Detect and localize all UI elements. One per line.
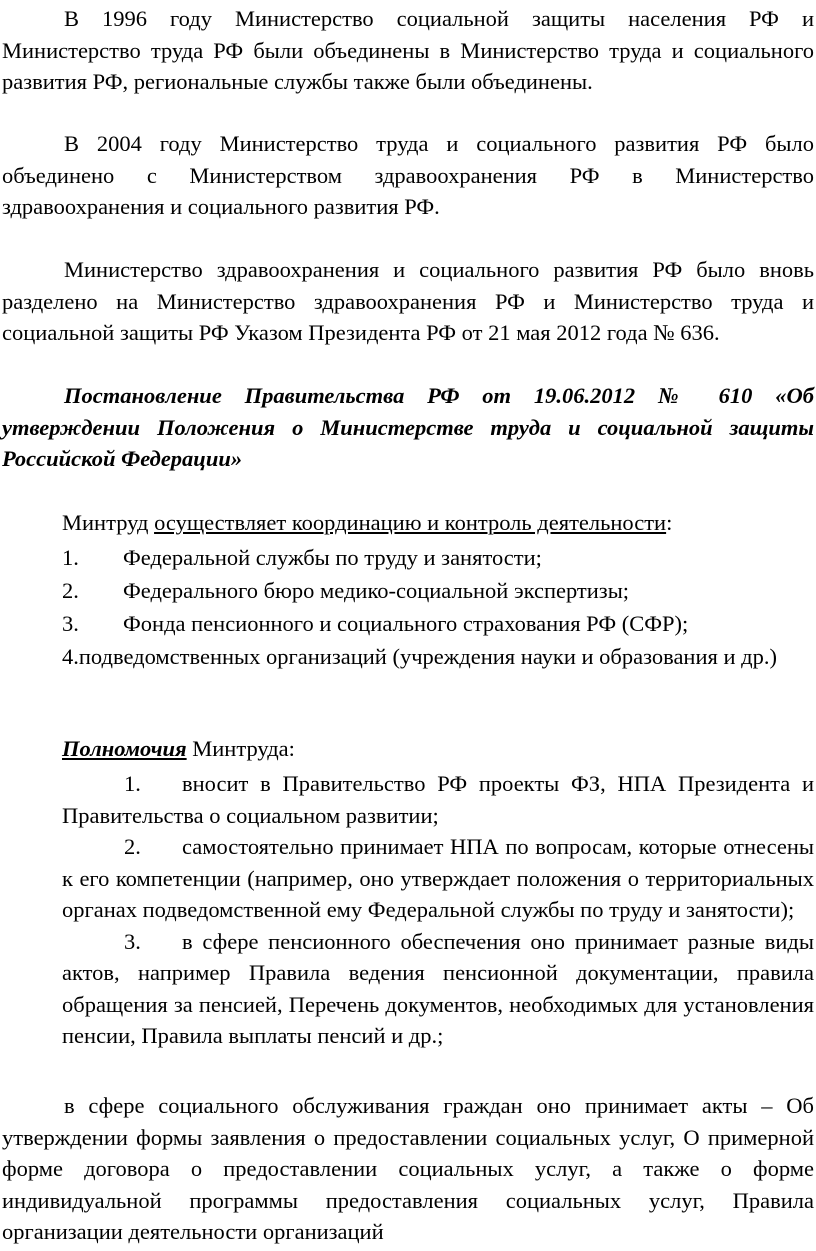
- paragraph-2004-merger: В 2004 году Министерство труда и социального развития РФ было объединено с Министерством здравоохранения РФ в Министерство здравоохранения и социального развития РФ.: [2, 131, 814, 219]
- powers-list: [2, 768, 814, 1052]
- social-services-paragraph: в сфере социального обслуживания граждан оно принимает акты – Об утверждении формы заявления о предоставлении социальных услуг, О примерной форме договора о предоставлении социальных услуг, а также о форме индивидуальной программы предоставления социальных услуг, Правила организации деятельности организаций: [2, 1093, 814, 1244]
- coordination-underlined: осуществляет координацию и контроль деятельности: [154, 510, 667, 535]
- list-item-number: 4.: [62, 644, 79, 669]
- list-item: [2, 574, 814, 607]
- paragraph-2012-split: Министерство здравоохранения и социального развития РФ было вновь разделено на Министерство здравоохранения РФ и Министерство труда и социальной защиты РФ Указом Президента РФ от 21 мая 2012 года № 636.: [2, 257, 814, 345]
- list-item-text: Федерального бюро медико-социальной экспертизы;: [123, 578, 630, 603]
- coordination-colon: :: [666, 510, 673, 535]
- list-item-number: 3.: [124, 928, 141, 954]
- list-item-number: 1.: [124, 771, 141, 796]
- resolution-heading: Постановление Правительства РФ от 19.06.2012 № 610 «Об утверждении Положения о Министерстве труда и социальной защиты Российской Федерации»: [2, 383, 814, 471]
- coordination-list: [2, 541, 814, 673]
- coordination-intro: [62, 507, 814, 539]
- list-item: [2, 541, 814, 574]
- list-item-number: 2.: [62, 578, 79, 603]
- list-item: [2, 607, 814, 640]
- list-item-number: 1.: [62, 545, 79, 570]
- list-item-text: Федеральной службы по труду и занятости;: [123, 545, 542, 570]
- list-item: [2, 831, 814, 926]
- list-item-text: Фонда пенсионного и социального страхования РФ (СФР);: [123, 611, 689, 636]
- list-item-text: в сфере пенсионного обеспечения оно принимает разные виды актов, например Правила ведения пенсионной документации, правила обращения за пенсией, Перечень документов, необходимых для установления пенсии, Правила выплаты пенсий и др.;: [62, 928, 814, 1048]
- powers-heading-emphasis: Полномочия: [62, 736, 187, 761]
- powers-heading: [62, 733, 814, 764]
- list-item: [2, 926, 814, 1052]
- list-item: [2, 768, 814, 831]
- list-item-text: самостоятельно принимает НПА по вопросам, которые отнесены к его компетенции (например, оно утверждает положения о территориальных органах подведомственной ему Федеральной службы по труду и занятости);: [62, 834, 814, 922]
- coordination-lead-word: Минтруд: [62, 510, 149, 535]
- powers-heading-rest: Минтруда:: [186, 736, 295, 761]
- list-item-text: подведомственных организаций (учреждения науки и образования и др.): [78, 644, 777, 669]
- list-item-number: 2.: [124, 834, 141, 859]
- list-item: [2, 640, 814, 673]
- list-item-text: вносит в Правительство РФ проекты ФЗ, НПА Президента и Правительства о социальном развитии;: [62, 771, 814, 828]
- paragraph-1996-merger: В 1996 году Министерство социальной защиты населения РФ и Министерство труда РФ были объединены в Министерство труда и социального развития РФ, региональные службы также были объединены.: [2, 6, 814, 94]
- list-item-number: 3.: [62, 611, 79, 636]
